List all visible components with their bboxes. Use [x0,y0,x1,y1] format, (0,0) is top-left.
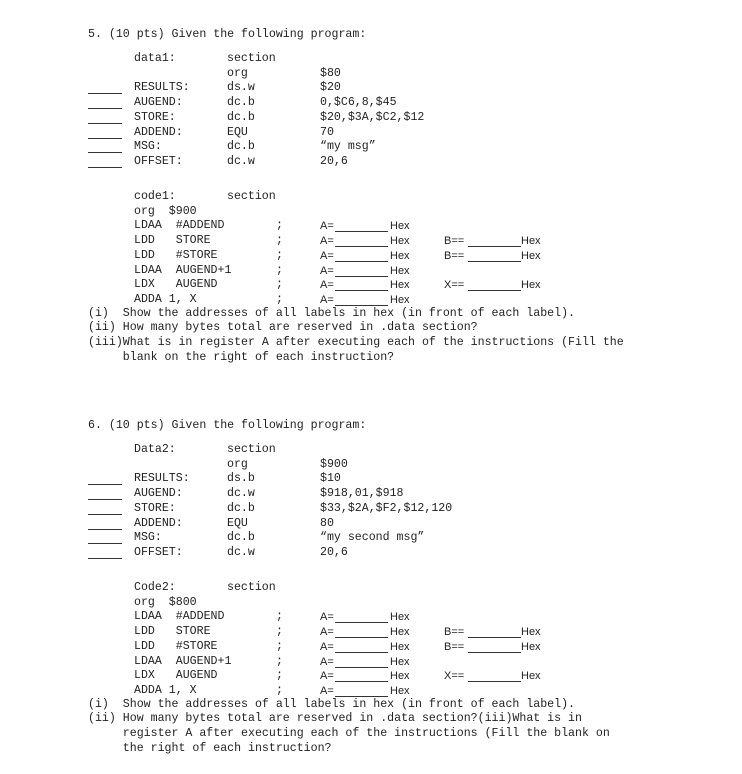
q6-data-label: Data2: [134,443,176,456]
q5-hex-label: Hex [390,279,410,292]
q5-hex-label: Hex [390,249,410,262]
q6-semicolon: ; [276,654,283,668]
q6-data-label: MSG: [134,531,162,545]
q5-reg-a-blank[interactable] [335,246,388,247]
q6-data-label: AUGEND: [134,487,183,501]
q6-semicolon: ; [276,683,283,697]
q6-reg-a-blank[interactable] [335,622,388,623]
q5-address-blank[interactable] [88,138,122,139]
q6-question-text: register A after executing each of the instructions (Fill the blank on [88,727,610,740]
q6-data-op: EQU [227,516,248,530]
q6-reg-a-blank[interactable] [335,681,388,682]
q6-data-arg: 80 [320,516,334,530]
q6-hex-label: Hex [390,670,410,683]
q6-data-op: org [227,457,248,471]
q6-address-blank[interactable] [88,543,122,544]
q5-data-op: org [227,66,248,80]
q5-data-label: ADDEND: [134,125,183,139]
q6-reg-a-blank[interactable] [335,652,388,653]
q5-data-arg: $80 [320,66,341,80]
q5-hex-label: Hex [390,293,410,306]
q5-data-label: RESULTS: [134,81,190,95]
q6-code-line: LDX AUGEND [134,669,218,683]
q6-address-blank[interactable] [88,558,122,559]
q6-reg-a-label: A= [320,611,334,624]
q5-question-text: (iii)What is in register A after executing each of the instructions (Fill the [88,336,624,349]
q6-code-line: ADDA 1, X [134,683,197,697]
q6-hex-label: Hex [521,640,541,653]
q6-semicolon: ; [276,610,283,624]
q6-hex-label: Hex [390,626,410,639]
q6-hex-label: Hex [521,670,541,683]
q6-data-arg: $33,$2A,$F2,$12,120 [320,501,453,515]
q6-reg-a-blank[interactable] [335,667,388,668]
q6-hex-label: Hex [521,626,541,639]
q6-reg-a-label: A= [320,640,334,653]
q5-reg-b-label: B== [444,235,465,248]
q6-data-arg: $918,01,$918 [320,487,404,501]
q6-data-op: dc.b [227,531,255,545]
q6-reg-a-label: A= [320,670,334,683]
q5-semicolon: ; [276,292,283,306]
q5-data-op: EQU [227,125,248,139]
q5-question-text: blank on the right of each instruction? [88,350,395,364]
q6-reg-a-label: A= [320,684,334,697]
q5-data-arg: 20,6 [320,154,348,168]
q5-data-arg: “my msg” [320,140,376,154]
q5-data-arg: 0,$C6,8,$45 [320,96,397,110]
q5-reg-a-label: A= [320,279,334,292]
q6-address-blank[interactable] [88,499,122,500]
q6-hex-label: Hex [390,684,410,697]
q6-data-arg: $10 [320,472,341,486]
q6-code-line: LDAA #ADDEND [134,610,225,624]
q6-reg-a-blank[interactable] [335,637,388,638]
q5-reg-x-blank[interactable] [468,290,521,291]
q6-hex-label: Hex [390,640,410,653]
q5-reg-a-label: A= [320,235,334,248]
q6-code-line: LDD #STORE [134,639,218,653]
q6-data-label: RESULTS: [134,472,190,486]
q5-data-op: ds.w [227,81,255,95]
q6-question-text: (ii) How many bytes total are reserved in .data section?(iii)What is in [88,712,582,726]
q6-address-blank[interactable] [88,529,122,530]
q6-data-label: STORE: [134,501,176,515]
q5-address-blank[interactable] [88,108,122,109]
q5-hex-label: Hex [521,279,541,292]
q5-hex-label: Hex [390,220,410,233]
q5-code-line: LDAA AUGEND+1 [134,263,232,277]
q6-code-label: Code2: [134,581,176,594]
q5-reg-b-blank[interactable] [468,261,521,262]
q5-code-line: LDAA #ADDEND [134,219,225,233]
q6-semicolon: ; [276,625,283,639]
q5-data-op: dc.b [227,140,255,154]
q5-semicolon: ; [276,248,283,262]
q5-reg-a-blank[interactable] [335,276,388,277]
q5-code-label: code1: [134,190,176,203]
q6-header: 6. (10 pts) Given the following program: [88,419,367,432]
q5-reg-a-blank[interactable] [335,231,388,232]
q5-address-blank[interactable] [88,123,122,124]
q6-reg-x-blank[interactable] [468,681,521,682]
q5-reg-a-label: A= [320,264,334,277]
q5-code-line: ADDA 1, X [134,292,197,306]
q6-hex-label: Hex [390,655,410,668]
q6-data-op: dc.w [227,487,255,501]
q6-data-op: ds.b [227,472,255,486]
q5-hex-label: Hex [521,249,541,262]
q6-question-text: the right of each instruction? [88,741,332,755]
q5-data-label: STORE: [134,110,176,124]
q6-data-arg: 20,6 [320,545,348,559]
q5-data-op: dc.b [227,96,255,110]
q5-question-text: (ii) How many bytes total are reserved in .data section? [88,321,478,335]
q5-data-arg: $20,$3A,$C2,$12 [320,110,425,124]
q5-question-text: (i) Show the addresses of all labels in hex (in front of each label). [88,306,576,320]
q5-data-op: section [227,52,276,65]
q6-reg-a-label: A= [320,655,334,668]
q5-address-blank[interactable] [88,93,122,94]
q5-address-blank[interactable] [88,167,122,168]
q5-code-line: LDD STORE [134,234,211,248]
q5-semicolon: ; [276,263,283,277]
q5-data-op: dc.b [227,110,255,124]
q6-reg-b-blank[interactable] [468,652,521,653]
q6-question-text: (i) Show the addresses of all labels in hex (in front of each label). [88,697,576,711]
q5-header: 5. (10 pts) Given the following program: [88,28,367,41]
q5-hex-label: Hex [390,235,410,248]
q6-data-op: section [227,443,276,456]
q6-reg-x-label: X== [444,670,465,683]
q5-reg-b-label: B== [444,249,465,262]
q6-reg-b-blank[interactable] [468,637,521,638]
q5-data-label: MSG: [134,140,162,154]
q6-data-label: OFFSET: [134,545,183,559]
q5-reg-a-label: A= [320,249,334,262]
q5-semicolon: ; [276,219,283,233]
q5-data-label: OFFSET: [134,154,183,168]
q5-reg-a-label: A= [320,220,334,233]
q6-data-op: dc.w [227,545,255,559]
q5-data-label: AUGEND: [134,96,183,110]
q6-code-section: section [227,581,276,594]
q5-reg-x-label: X== [444,279,465,292]
q5-data-op: dc.w [227,154,255,168]
q5-hex-label: Hex [390,264,410,277]
q5-data-arg: $20 [320,81,341,95]
q6-address-blank[interactable] [88,514,122,515]
q6-address-blank[interactable] [88,484,122,485]
q5-data-arg: 70 [320,125,334,139]
q6-data-arg: $900 [320,457,348,471]
q6-code-line: org $800 [134,595,197,609]
q5-code-line: LDX AUGEND [134,278,218,292]
q5-reg-a-blank[interactable] [335,290,388,291]
q5-data-label: data1: [134,52,176,65]
q6-data-arg: “my second msg” [320,531,425,545]
q5-semicolon: ; [276,278,283,292]
q6-hex-label: Hex [390,611,410,624]
q6-reg-a-label: A= [320,626,334,639]
q5-reg-a-label: A= [320,293,334,306]
q6-reg-b-label: B== [444,640,465,653]
q6-semicolon: ; [276,639,283,653]
q5-reg-b-blank[interactable] [468,246,521,247]
q5-hex-label: Hex [521,235,541,248]
q5-address-blank[interactable] [88,152,122,153]
q6-code-line: LDD STORE [134,625,211,639]
q5-code-line: org $900 [134,204,197,218]
q6-data-label: ADDEND: [134,516,183,530]
q5-code-section: section [227,190,276,203]
q6-semicolon: ; [276,669,283,683]
q6-reg-b-label: B== [444,626,465,639]
q5-reg-a-blank[interactable] [335,261,388,262]
q6-data-op: dc.b [227,501,255,515]
q5-code-line: LDD #STORE [134,248,218,262]
q5-semicolon: ; [276,234,283,248]
q6-code-line: LDAA AUGEND+1 [134,654,232,668]
